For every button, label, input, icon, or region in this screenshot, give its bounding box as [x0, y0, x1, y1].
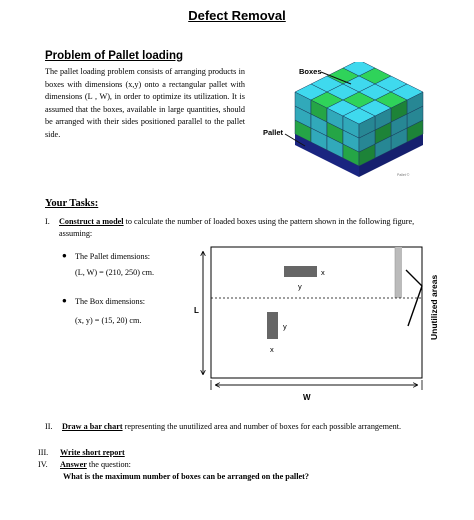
task-2 — [45, 421, 440, 433]
box2-x-label: x — [270, 345, 274, 354]
task-1 — [45, 216, 440, 240]
tasks-heading: Your Tasks: — [45, 198, 99, 209]
task-1-number: I. — [45, 217, 50, 226]
section-title: Problem of Pallet loading — [45, 50, 184, 62]
task-1-link: Construct a model — [59, 217, 124, 226]
bullet-1-dot: ● — [62, 251, 67, 260]
task-4 — [38, 459, 438, 471]
task-2-text: representing the unutilized area and number of boxes for each possible arrangement. — [122, 422, 402, 431]
task-4-link: Answer — [60, 460, 87, 469]
question-text: What is the maximum number of boxes can be arranged on the pallet? — [63, 472, 309, 481]
task-3-link: Write short report — [60, 448, 125, 457]
box1-x-label: x — [321, 268, 325, 277]
boxes-label: Boxes — [299, 67, 322, 76]
L-label: L — [194, 306, 199, 315]
arrangement-diagram — [190, 240, 450, 412]
bullet-2-value: (x, y) = (15, 20) cm. — [75, 316, 142, 325]
box-horizontal — [284, 266, 317, 277]
figure-caption: Pallet © — [397, 173, 410, 177]
bullet-1-value: (L, W) = (210, 250) cm. — [75, 268, 155, 277]
task-4-text: the question: — [86, 460, 131, 469]
task-1-text: to calculate the number of loaded boxes using the pattern shown in the following figure, assuming: — [59, 217, 415, 238]
task-2-link: Draw a bar chart — [62, 422, 123, 431]
box1-y-label: y — [298, 282, 302, 291]
box-vertical — [267, 312, 278, 339]
task-2-number: II. — [45, 422, 53, 431]
document-title: Defect Removal — [188, 8, 286, 23]
box2-y-label: y — [283, 322, 287, 331]
task-4-number: IV. — [38, 460, 48, 469]
bullet-2-dot: ● — [62, 296, 67, 305]
W-label: W — [303, 393, 311, 402]
bullet-2-label: The Box dimensions: — [75, 297, 146, 306]
task-3 — [38, 447, 438, 459]
unutilized-label: Unutilized areas — [429, 274, 439, 340]
pallet-3d-figure — [255, 62, 445, 182]
unutilized-strip — [395, 247, 402, 298]
bullet-1-label: The Pallet dimensions: — [75, 252, 151, 261]
pallet-label: Pallet — [263, 128, 284, 137]
task-3-number: III. — [38, 448, 49, 457]
intro-paragraph: The pallet loading problem consists of arranging products in boxes with dimensions (x,y) onto a rectangular pallet with dimensions (L , W), in order to optimize its utilization. It is assumed that the boxes, available in large quantities, should be arranged with their sides positioned parallel to the pallet side. — [45, 67, 245, 139]
